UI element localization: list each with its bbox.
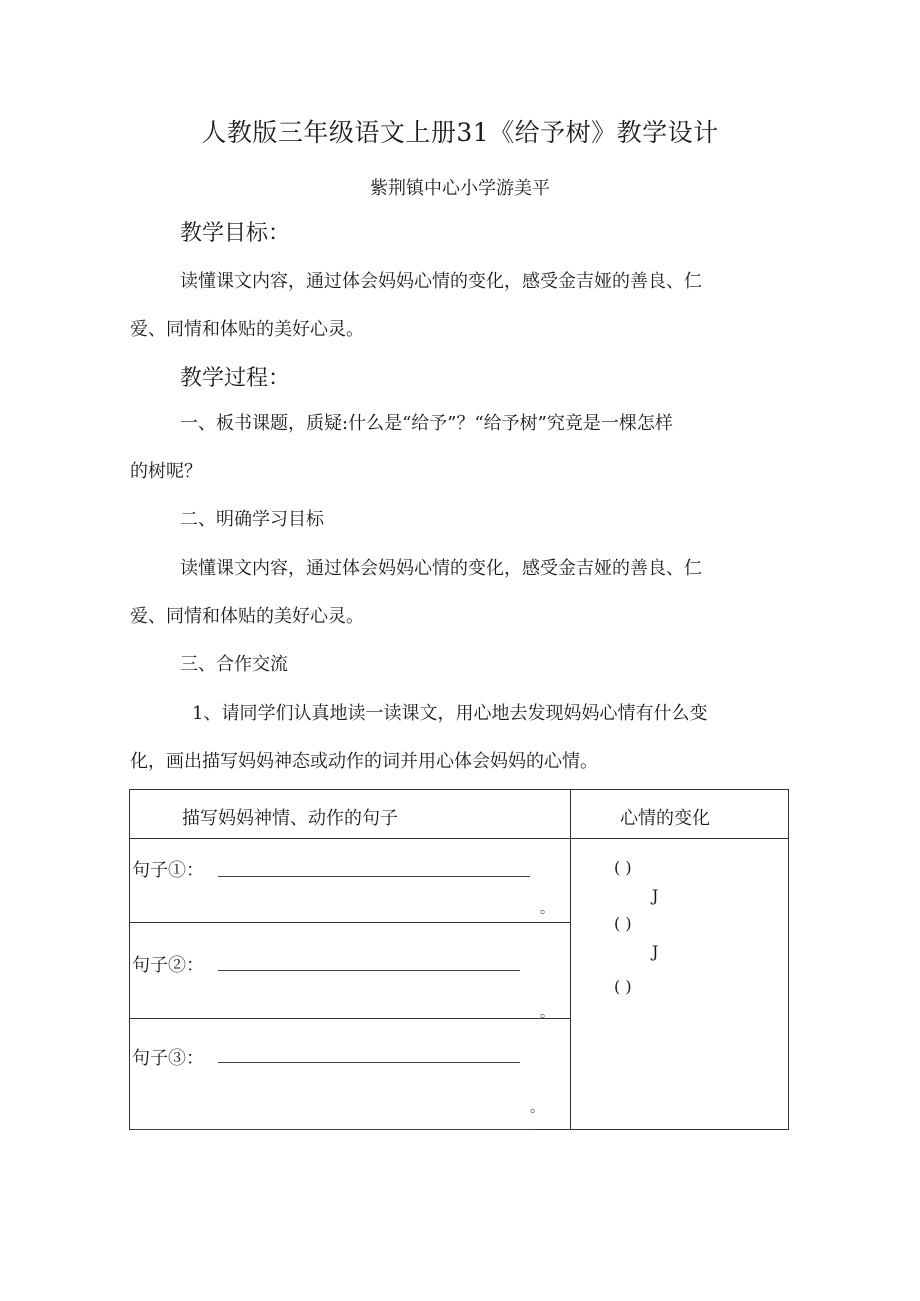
step2-line-2: 爱、同情和体贴的美好心灵。 — [130, 606, 364, 627]
arrow-icon: J — [652, 942, 659, 961]
table-column-divider — [570, 790, 571, 1129]
sentence-1-period: 。 — [540, 901, 554, 917]
author-line: 紫荆镇中心小学游美平 — [370, 178, 550, 199]
goals-line-2: 爱、同情和体贴的美好心灵。 — [130, 319, 364, 340]
mood-blank-2[interactable]: ( ) — [614, 914, 632, 933]
step2-heading: 二、明确学习目标 — [180, 509, 324, 530]
sentence-3-label: 句子③： — [132, 1048, 204, 1069]
arrow-icon: J — [652, 886, 659, 905]
table-row-divider-1 — [130, 922, 570, 923]
sentence-1-blank[interactable] — [218, 876, 530, 877]
mood-table — [129, 789, 789, 1130]
sentence-2-period: 。 — [540, 1005, 554, 1021]
table-row-divider-2 — [130, 1018, 570, 1019]
goals-line-1: 读懂课文内容，通过体会妈妈心情的变化，感受金吉娅的善良、仁 — [180, 271, 702, 292]
step1-line-2: 的树呢？ — [130, 461, 202, 482]
sentence-3-period: 。 — [530, 1100, 544, 1116]
step1-line-1: 一、板书课题，质疑:什么是“给予”？“给予树”究竟是一棵怎样 — [180, 413, 673, 434]
mood-blank-1[interactable]: ( ) — [614, 858, 632, 877]
table-header-divider — [130, 838, 788, 839]
sentence-1-label: 句子①： — [132, 860, 204, 881]
goals-heading: 教学目标： — [180, 221, 291, 246]
sentence-3-blank-1[interactable] — [218, 1062, 520, 1063]
sentence-3-blank-2[interactable] — [134, 1129, 530, 1130]
step3-heading: 三、合作交流 — [180, 654, 288, 675]
process-heading: 教学过程： — [180, 366, 291, 391]
header-mood-change: 心情的变化 — [620, 808, 710, 829]
task1-line-2: 化，画出描写妈妈神态或动作的词并用心体会妈妈的心情。 — [130, 751, 598, 772]
sentence-2-blank[interactable] — [218, 970, 520, 971]
sentence-2-label: 句子②： — [132, 955, 204, 976]
mood-blank-3[interactable]: ( ) — [614, 977, 632, 996]
header-sentences: 描写妈妈神情、动作的句子 — [182, 808, 398, 829]
task1-line-1: 1、请同学们认真地读一读课文，用心地去发现妈妈心情有什么变 — [192, 703, 708, 724]
step2-line-1: 读懂课文内容，通过体会妈妈心情的变化，感受金吉娅的善良、仁 — [180, 558, 702, 579]
document-title: 人教版三年级语文上册31《给予树》教学设计 — [201, 118, 719, 147]
